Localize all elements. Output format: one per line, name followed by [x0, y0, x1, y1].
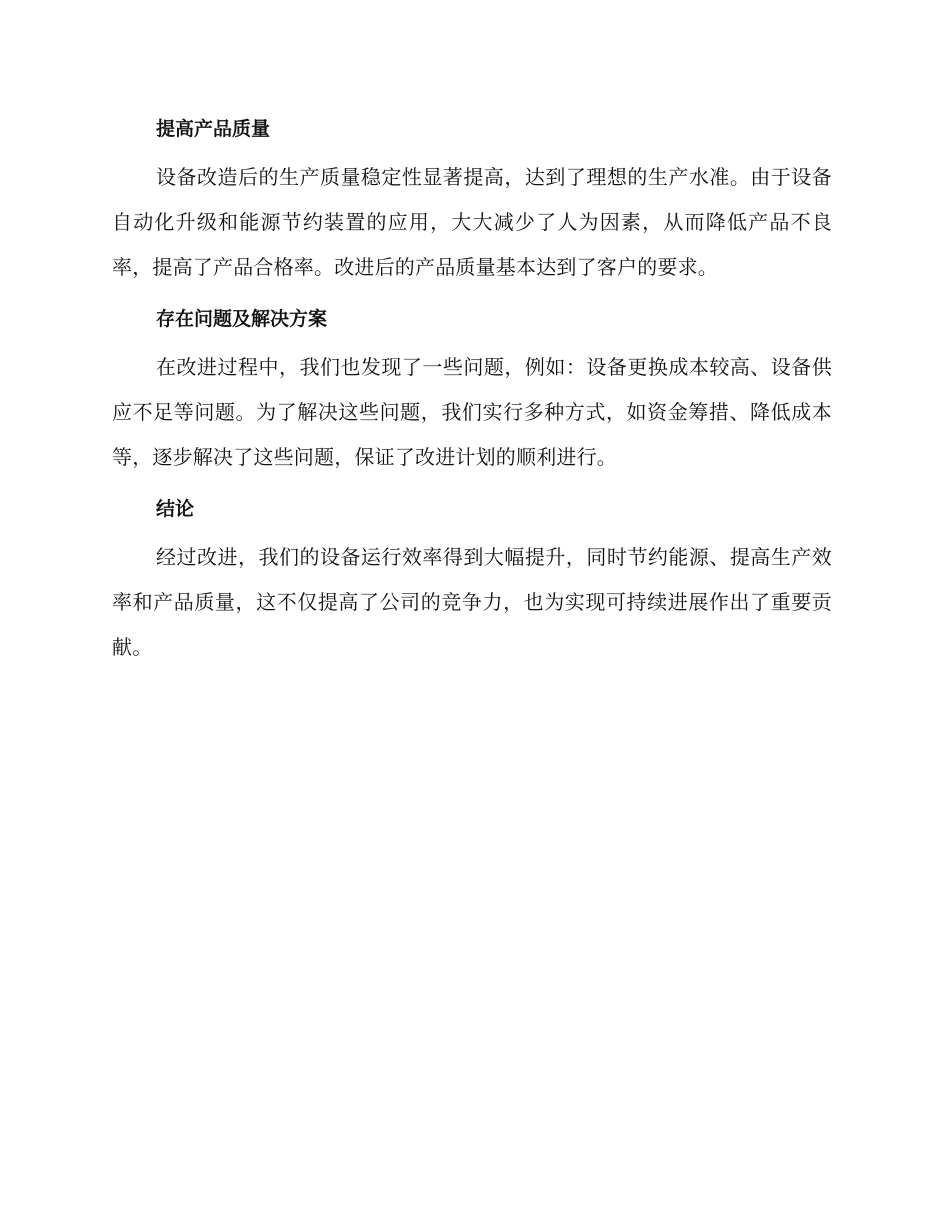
section-paragraph: 经过改进，我们的设备运行效率得到大幅提升，同时节约能源、提高生产效率和产品质量，这不仅提高了公司的竞争力，也为实现可持续进展作出了重要贡献。 [112, 545, 832, 659]
section-heading: 结论 [156, 498, 195, 520]
section-problems-solutions [112, 300, 832, 480]
section-heading: 提高产品质量 [156, 118, 271, 140]
section-product-quality [112, 110, 832, 290]
section-conclusion [112, 490, 832, 670]
section-paragraph: 设备改造后的生产质量稳定性显著提高，达到了理想的生产水准。由于设备自动化升级和能源节约装置的应用，大大减少了人为因素，从而降低产品不良率，提高了产品合格率。改进后的产品质量基本达到了客户的要求。 [112, 165, 832, 279]
section-paragraph: 在改进过程中，我们也发现了一些问题，例如：设备更换成本较高、设备供应不足等问题。为了解决这些问题，我们实行多种方式，如资金筹措、降低成本等，逐步解决了这些问题，保证了改进计划的顺利进行。 [112, 355, 832, 469]
document-page [112, 110, 832, 680]
section-heading: 存在问题及解决方案 [156, 308, 328, 330]
